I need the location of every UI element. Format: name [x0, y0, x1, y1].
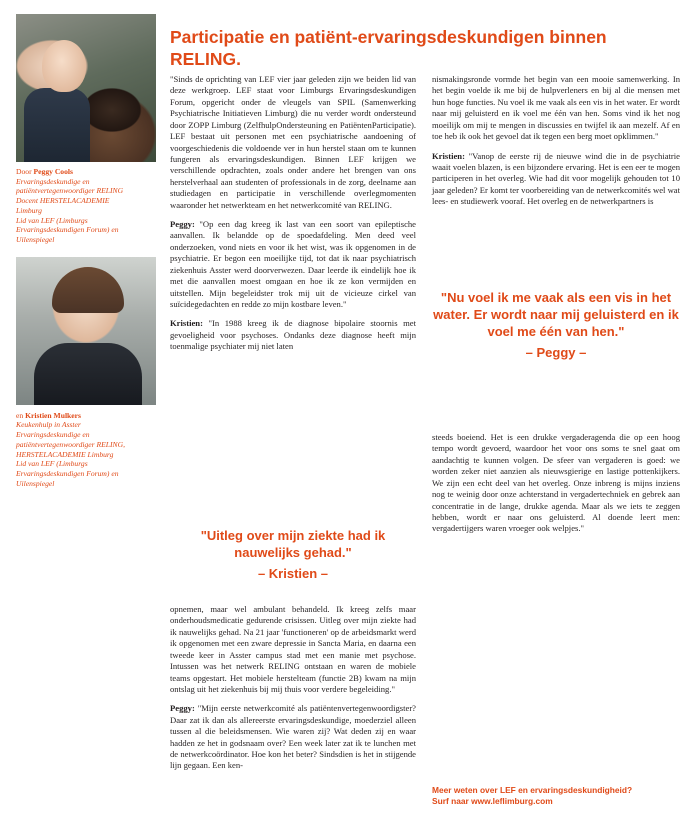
paragraph: "Sinds de oprichting van LEF vier jaar geleden zijn we beiden lid van deze werkgroep. LEF staat voor Limburgs Ervaringsdeskundigen Forum, opgericht onder de vleugels van SPIL (Samenwerking Psychiatrische Initiatieven Limburg) die nu verder wordt ondersteund door ZOPP Limburg (ZelfhulpOndersteuning en PatiëntenParticipatie). LEF bestaat uit personen met een psychiatrische aandoening of voorgeschiedenis die voldoende ver in hun herstel staan om te kunnen fungeren als ervaringsdeskundigen. Binnen LEF krijgen we verschillende opdrachten, zoals onder andere het brengen van ons herstelverhaal aan studenten of professionals in de zorg, deelname aan studiedagen en participatie in verschillende overlegmomenten waaronder het netwerkteam en het netwerkcomité van RELING. [170, 74, 416, 210]
speaker-label: Peggy: [170, 703, 195, 714]
pullquote-kristien [170, 528, 416, 583]
pullquote-text: "Nu voel ik me vaak als een vis in het water. Er wordt naar mij geluisterd en ik voel me één van hen." [433, 290, 679, 339]
paragraph-text: "Op een dag kreeg ik last van een soort van epileptische aanvallen. Ik belandde op de spoedafdeling. Men deed veel onderzoeken, vond niets en voor ik het wist, was ik opgenomen in de psychiatrie. Er begon een moeilijke tijd, tot dat ik naar psychiatrisch ziekenhuis Asster werd doorverwezen. Daar leerde ik eindelijk hoe ik met die aanvallen moest omgaan en hoe ik ze kon vermijden en uitstellen. Mijn begeleidster trok mij uit de vicieuze cirkel van suïcidegedachten en redde zo mijn kostbare leven." [170, 219, 416, 310]
left-sidebar [16, 14, 156, 489]
paragraph [432, 151, 680, 208]
photo-peggy-cools [16, 14, 156, 162]
caption-line: Ervaringsdeskundige en [16, 430, 90, 440]
caption-peggy-cools [16, 167, 156, 245]
more-info-question: Meer weten over LEF en ervaringsdeskundigheid? [432, 785, 633, 795]
pullquote-peggy [432, 290, 680, 362]
caption-name-kristien: Kristien Mulkers [25, 410, 81, 420]
more-info-link[interactable]: Surf naar www.leflimburg.com [432, 796, 553, 807]
caption-line: HERSTELACADEMIE Limburg [16, 449, 114, 459]
caption-line: patiëntvertegenwoordiger RELING [16, 186, 124, 196]
speaker-label: Peggy: [170, 219, 195, 230]
paragraph [170, 703, 416, 772]
paragraph: steeds boeiend. Het is een drukke vergaderagenda die op een hoog tempo wordt gevoerd, waardoor het voor ons soms te snel gaat om aandachtig te kunnen volgen. De sfeer van vergaderen is goed: we worden zeker niet aanzien als nieuwsgierige en lastige pottenkijkers. We zijn een echt deel van het overleg. Onze inbreng is mijns inziens nog te weinig door onze achterstand in vergadertechniek en gebrek aan concentratie in de lange, drukke agenda. Maar als we iets te zeggen hebben, wordt er naar ons geluisterd. Al doende leert men: vergadertijgers waren vroeger ook welpjes." [432, 432, 680, 534]
pullquote-text: "Uitleg over mijn ziekte had ik nauwelijks gehad." [200, 528, 386, 560]
body-column-middle-upper [170, 74, 416, 353]
paragraph-text: "Vanop de eerste rij de nieuwe wind die in de psychiatrie waait voelen blazen, is een bijzondere ervaring. Het is een eer te mogen participeren in het overleg. Wie had dit voor mogelijk gehouden tot 10 jaar geleden? Er komt ter voorbereiding van de netwerkcomités wel wat lees- en studiewerk vooraf. Het overleg en de netwerkpartners is [432, 150, 680, 207]
body-column-middle-lower [170, 604, 416, 772]
caption-name-peggy: Peggy Cools [33, 167, 73, 176]
caption-line: Lid van LEF (Limburgs [16, 459, 88, 469]
paragraph [170, 219, 416, 310]
caption-line: Lid van LEF (Limburgs [16, 215, 88, 225]
paragraph: nismakingsronde vormde het begin van een mooie samenwerking. In het begin voelde ik me bij de hulpverleners en bij al die mensen met hun hoge functies. Nu voel ik me vaak als een vis in het water. Er wordt naar mij geluisterd en ik voel me één van hen. Soms vind ik het nog moeilijk om mij te mengen in discussies en twijfel ik aan mezelf. Af en toe heb ik ook het gevoel dat ik tegen een berg moet opklimmen." [432, 74, 680, 142]
more-info-block [432, 785, 680, 808]
caption-line: Docent HERSTELACADEMIE [16, 196, 110, 206]
caption-kristien-mulkers [16, 411, 156, 489]
caption-lead-peggy: Door [16, 167, 34, 176]
caption-line: patiëntvertegenwoordiger RELING, [16, 439, 125, 449]
caption-line: Keukenhulp in Asster [16, 420, 81, 430]
paragraph-text: "In 1988 kreeg ik de diagnose bipolaire stoornis met gevoeligheid voor psychoses. Ondanks deze diagnose heeft mijn toenmalige psychiater mij niet laten [170, 318, 416, 352]
caption-line: Uilenspiegel [16, 235, 55, 245]
caption-lead-kristien: en [16, 410, 26, 420]
paragraph [170, 318, 416, 352]
caption-line: Limburg [16, 205, 42, 215]
page-title: Participatie en patiënt-ervaringsdeskundigen binnen RELING. [170, 26, 607, 70]
body-column-right-lower [432, 432, 680, 535]
caption-line: Ervaringsdeskundigen Forum) en [16, 469, 119, 479]
caption-line: Uilenspiegel [16, 478, 55, 488]
caption-line: Ervaringsdeskundige en [16, 176, 90, 186]
paragraph: opnemen, maar wel ambulant behandeld. Ik kreeg zelfs maar onderhoudsmedicatie gedurende crisissen. Uitleg over mijn ziekte had ik nauwelijks gehad. Na 21 jaar 'functioneren' op de arbeidsmarkt werd ik opgenomen met een zware depressie in Sancta Maria, en daarna een tweede keer in Asster campus stad met een manie met psychose. Intussen was het netwerk RELING ontstaan en waren de mobiele teams opgestart. Het mobiele herstelteam (functie 2B) kwam na mijn ontslag uit het ziekenhuis bij mij thuis voor verdere begeleiding." [170, 604, 416, 694]
photo-kristien-mulkers [16, 257, 156, 405]
speaker-label: Kristien: [170, 318, 203, 329]
body-column-right-upper [432, 74, 680, 208]
speaker-label: Kristien: [432, 150, 465, 161]
pullquote-attribution: – Kristien – [257, 565, 329, 581]
pullquote-attribution: – Peggy – [525, 344, 587, 360]
paragraph-text: "Mijn eerste netwerkcomité als patiëntenvertegenwoordigster? Daar zat ik dan als allereerste ervaringsdeskundige, moederziel alleen tussen al die beleidsmensen. Wie waren zij? Wat deden zij en waar hadden ze het in godsnaam over? Een week later zat ik te lunchen met de netwerkcoördinator. Hoe kon het beter? Sindsdien is het in stijgende lijn gegaan. Een ken- [170, 703, 416, 771]
caption-line: Ervaringsdeskundigen Forum) en [16, 225, 119, 235]
